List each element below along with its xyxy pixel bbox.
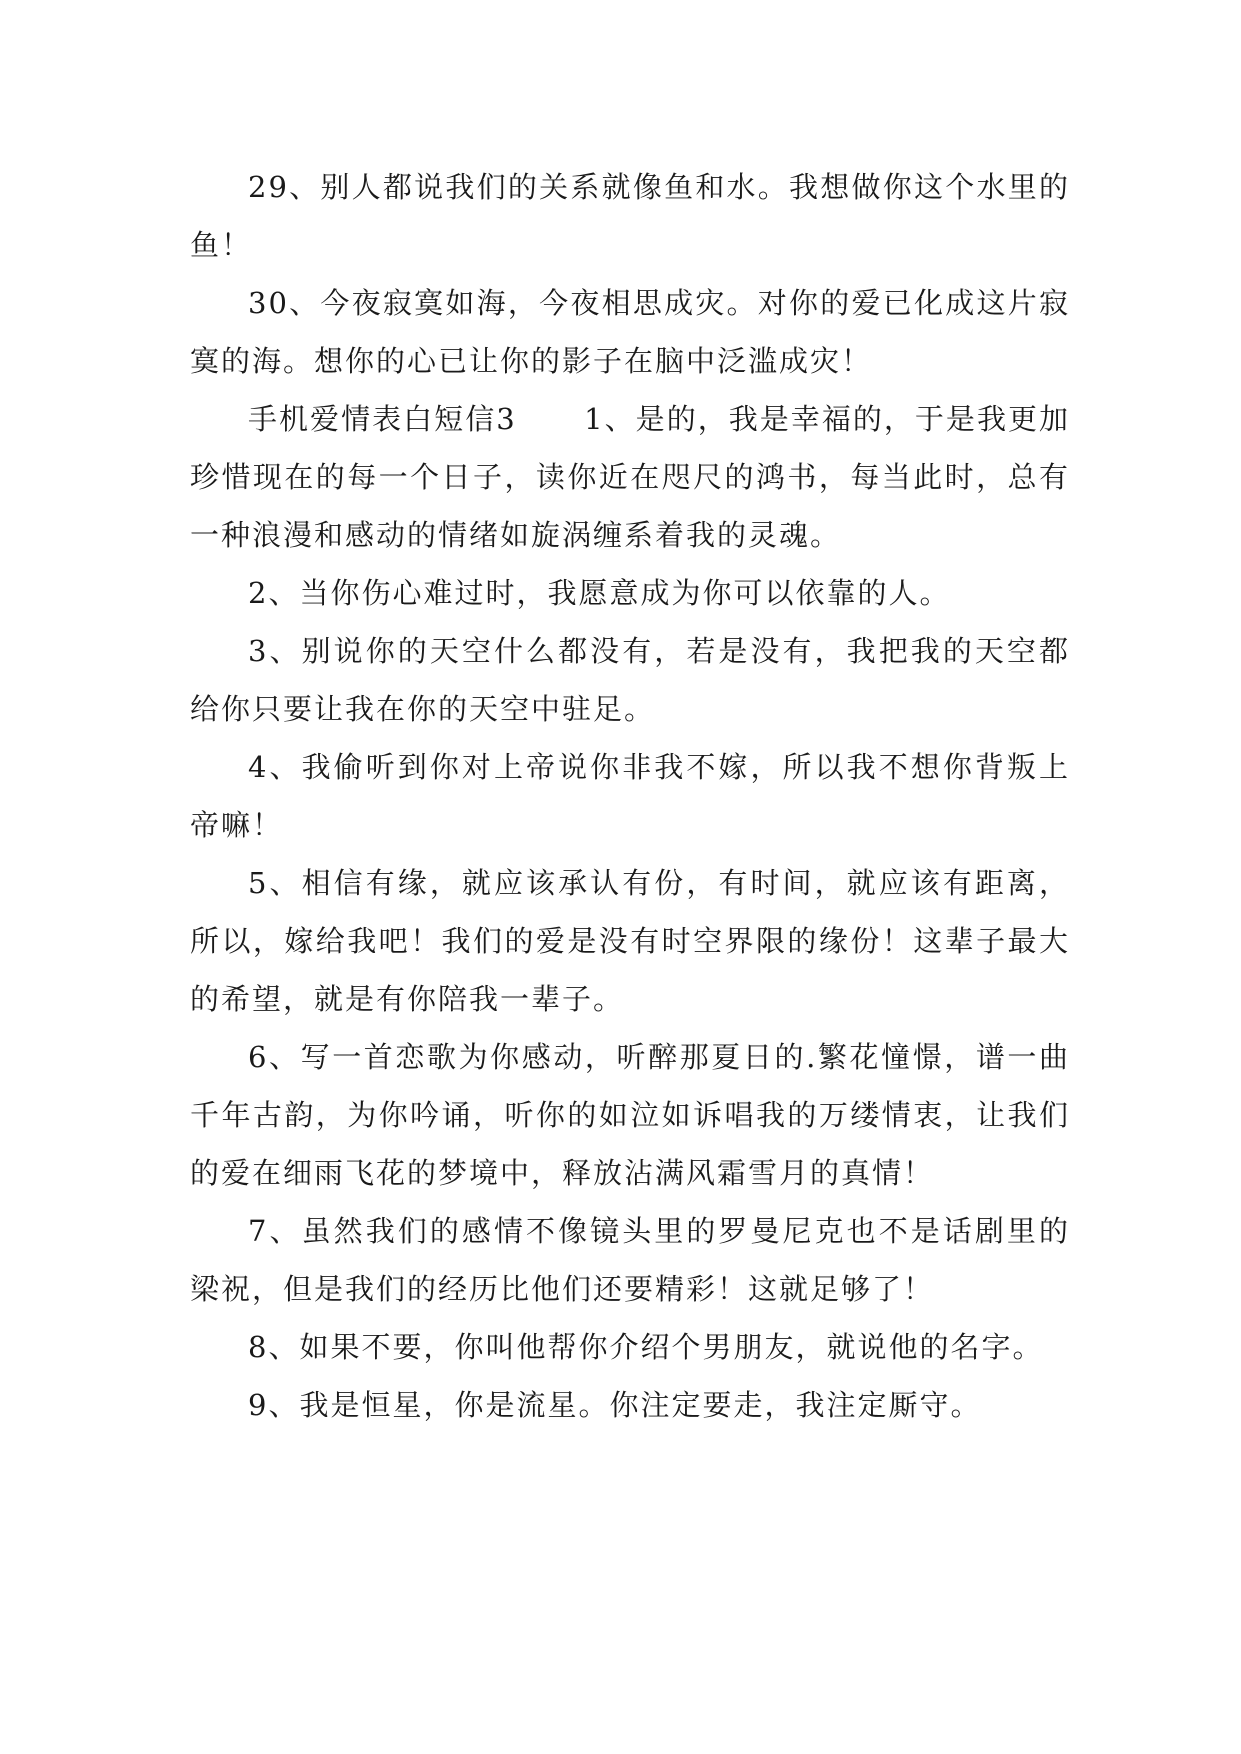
- item-3: 3、别说你的天空什么都没有，若是没有，我把我的天空都给你只要让我在你的天空中驻足。: [190, 634, 1070, 726]
- section-heading: 手机爱情表白短信3: [248, 402, 517, 436]
- item-9: 9、我是恒星，你是流星。你注定要走，我注定厮守。: [248, 1388, 982, 1422]
- item-4: 4、我偷听到你对上帝说你非我不嫁，所以我不想你背叛上帝嘛！: [190, 750, 1070, 842]
- item-5: 5、相信有缘，就应该承认有份，有时间，就应该有距离，所以，嫁给我吧！我们的爱是没有时空界限的缘份！这辈子最大的希望，就是有你陪我一辈子。: [190, 866, 1070, 1016]
- section-paragraph: [190, 390, 1070, 564]
- item-7: 7、虽然我们的感情不像镜头里的罗曼尼克也不是话剧里的梁祝，但是我们的经历比他们还要精彩！这就足够了！: [190, 1214, 1070, 1306]
- item-2: 2、当你伤心难过时，我愿意成为你可以依靠的人。: [248, 576, 951, 610]
- paragraph-30: 30、今夜寂寞如海，今夜相思成灾。对你的爱已化成这片寂寞的海。想你的心已让你的影子在脑中泛滥成灾！: [190, 286, 1070, 378]
- item-8: 8、如果不要，你叫他帮你介绍个男朋友，就说他的名字。: [248, 1330, 1044, 1364]
- paragraph-29: 29、别人都说我们的关系就像鱼和水。我想做你这个水里的鱼！: [190, 170, 1070, 262]
- section-first-item: 1、是的，我是幸福的，于是我更加珍惜现在的每一个日子，读你近在咫尺的鸿书，每当此时，总有一种浪漫和感动的情绪如旋涡缠系着我的灵魂。: [190, 402, 1071, 552]
- document-body: [190, 158, 1070, 1434]
- item-6: 6、写一首恋歌为你感动，听醉那夏日的.繁花憧憬，谱一曲千年古韵，为你吟诵，听你的如泣如诉唱我的万缕情衷，让我们的爱在细雨飞花的梦境中，释放沾满风霜雪月的真情！: [190, 1040, 1070, 1190]
